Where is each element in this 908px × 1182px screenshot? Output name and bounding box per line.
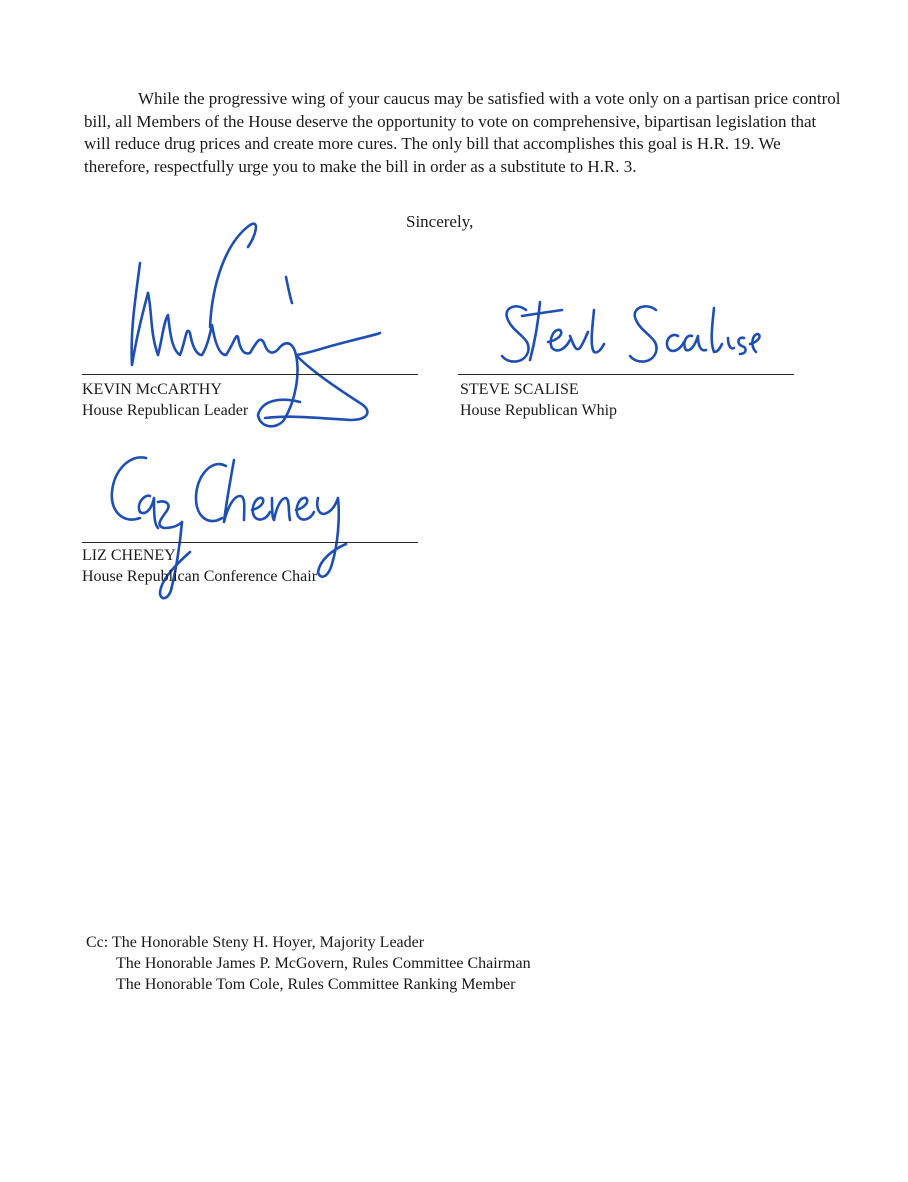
body-text: While the progressive wing of your caucus may be satisfied with a vote only on a partisan price control bill, all Members of the House deserve the opportunity to vote on comprehensive, bipartisan legislation that will reduce drug prices and create more cures. The only bill that accomplishes this goal is H.R. 19. We therefore, respectfully urge you to make the bill in order as a substitute to H.R. 3. [84, 89, 841, 176]
signatory-name: LIZ CHENEY [82, 547, 176, 564]
closing-salutation: Sincerely, [406, 212, 474, 231]
signatory-block-cheney [82, 545, 317, 587]
signatory-title: House Republican Whip [460, 402, 618, 419]
body-paragraph [84, 88, 844, 178]
signatory-name: STEVE SCALISE [460, 381, 579, 398]
cc-block [86, 932, 531, 995]
cc-line: Cc: The Honorable Steny H. Hoyer, Majority Leader [86, 934, 425, 951]
signatory-block-scalise [460, 379, 617, 421]
signatory-block-mccarthy [82, 379, 248, 421]
signatory-title: House Republican Conference Chair [82, 568, 318, 585]
signature-steve-scalise [488, 290, 758, 380]
signature-line-mccarthy [82, 374, 418, 375]
cc-line: The Honorable Tom Cole, Rules Committee Ranking Member [116, 976, 516, 993]
signature-line-cheney [82, 542, 418, 543]
signatory-name: KEVIN McCARTHY [82, 381, 222, 398]
signatory-title: House Republican Leader [82, 402, 249, 419]
cc-line: The Honorable James P. McGovern, Rules Committee Chairman [116, 955, 531, 972]
signature-line-scalise [458, 374, 794, 375]
